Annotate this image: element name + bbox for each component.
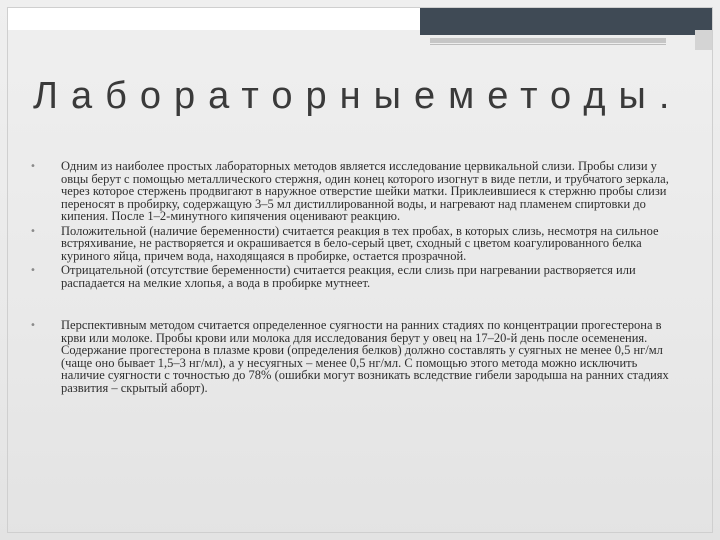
- list-item: [30, 160, 670, 223]
- bullet-icon: •: [30, 265, 36, 276]
- corner-decoration: [695, 30, 712, 50]
- bullet-text: Отрицательной (отсутствие беременности) считается реакция, если слизь при нагревании растворяется или распадается на мелкие хлопья, а вода в пробирке мутнеет.: [61, 263, 636, 290]
- bullet-text: Одним из наиболее простых лабораторных методов является исследование цервикальной слизи. Пробы слизи у овцы берут с помощью металлического стержня, один конец которого изогнут в виде петли, и трубчатого зеркала, через которое стержень продвигают в наружное отверстие шейки матки. Приклеившиеся к стержню пробы слизи переносят в пробирку, содержащую 3–5 мл дистиллированной воды, и нагревают над пламенем спиртовки до кипения. После 1–2-минутного кипячения оценивают реакцию.: [61, 159, 669, 223]
- header-accent-line: [430, 38, 666, 43]
- list-item: [30, 319, 670, 394]
- bullet-text: Перспективным методом считается определенное суягности на ранних стадиях по концентрации прогестерона в крви или молоке. Пробы крови или молока для исследования берут у овец на 17–20-й день после осеменения. Содержание прогестерона в плазме крови (определения белков) должно составлять у суягных не менее 0,5 нг/мл (чаще оно бывает 1,5–3 нг/мл), а у несуягных – менее 0,5 нг/мл. С помощью этого метода можно исключить наличие суягности с точностью до 78% (ошибки могут возникать вследствие гибели зародыша на ранних стадиях развития – скрытый аборт).: [61, 318, 669, 395]
- list-item: [30, 225, 670, 263]
- bullet-list: [30, 160, 670, 396]
- bullet-icon: •: [30, 161, 36, 172]
- bullet-icon: •: [30, 225, 36, 237]
- header-accent-underline: [430, 44, 666, 45]
- bullet-text: Положительной (наличие беременности) считается реакция в тех пробах, в которых слизь, несмотря на сильное встряхивание, не растворяется и окрашивается в бело-серый цвет, сходный с цветом коагулированного белка куриного яйца, причем вода, находящаяся в пробирке, остается прозрачной.: [61, 223, 659, 263]
- header-dark-block: [420, 8, 712, 35]
- list-item: [30, 264, 670, 289]
- bullet-icon: •: [30, 320, 36, 331]
- slide-title: Лабораторныеметоды.: [33, 75, 683, 117]
